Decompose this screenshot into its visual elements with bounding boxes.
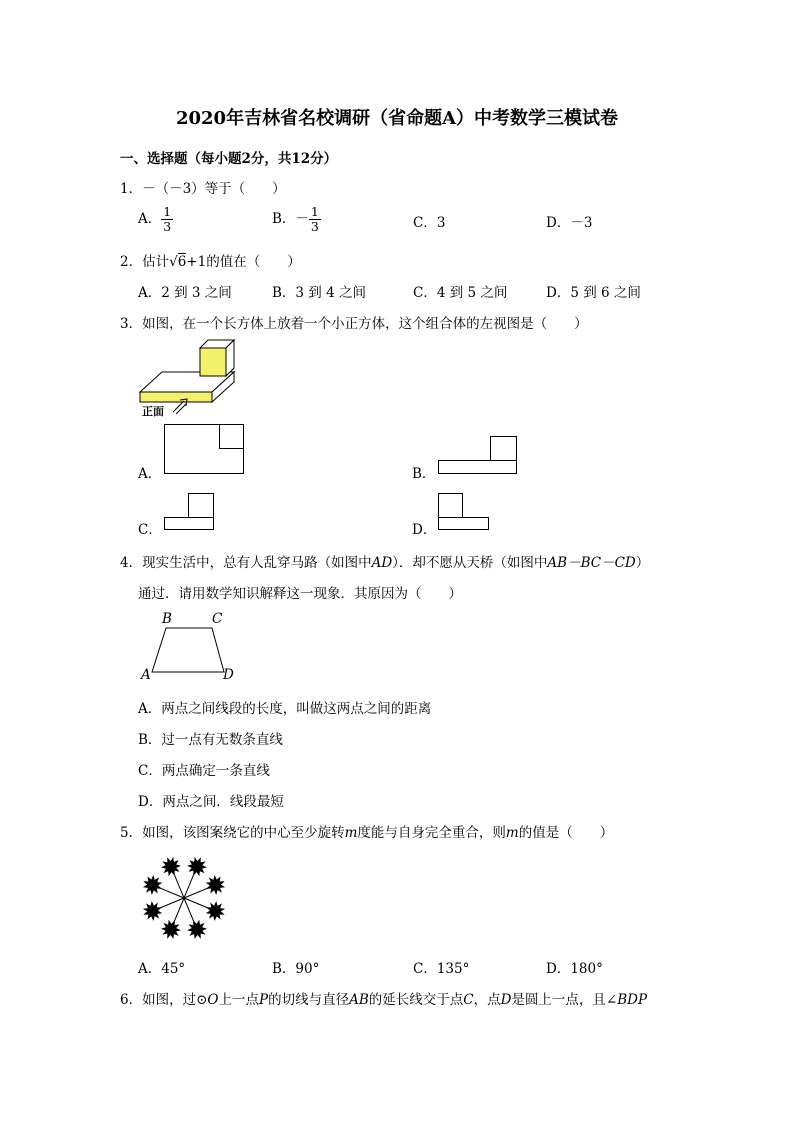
q4-line1-post: ） xyxy=(635,555,650,571)
q6-pre: 6．如图，过⊙ xyxy=(120,992,208,1008)
q1-a-den: 3 xyxy=(163,219,172,234)
burst-star-icon xyxy=(161,857,181,876)
q1-a-fraction xyxy=(161,205,173,234)
q4-option-a[interactable]: A．两点之间线段的长度，叫做这两点之间的距离 xyxy=(138,701,432,717)
q2-option-a[interactable]: A．2 到 3 之间 xyxy=(138,285,232,301)
q5-m1: m xyxy=(344,825,358,841)
burst-star-icon xyxy=(187,857,207,876)
q1-b-label: B．－ xyxy=(272,211,309,227)
burst-star-icon xyxy=(206,875,225,895)
q1-b-num: 1 xyxy=(310,204,319,219)
section-heading: 一、选择题（每小题2分，共12分） xyxy=(120,151,338,167)
q2-stem-pre: 2．估计 xyxy=(120,254,170,270)
q3-view-c xyxy=(164,493,218,533)
q1-stem: 1．－（－3）等于（ ） xyxy=(120,181,286,197)
q1-option-b[interactable] xyxy=(272,205,321,234)
q6-d: D xyxy=(500,992,512,1008)
q6-t2: 的切线与直径 xyxy=(268,992,350,1008)
label-a: A xyxy=(141,667,151,683)
label-d: D xyxy=(223,667,234,683)
q3-view-a xyxy=(164,424,246,476)
q6-t3: 的延长线交于点 xyxy=(368,992,464,1008)
q5-stem xyxy=(120,821,613,841)
q2-stem-post: +1的值在（ ） xyxy=(186,254,301,270)
q1-a-label: A． xyxy=(138,211,162,227)
q6-o: O xyxy=(207,992,219,1008)
burst-star-icon xyxy=(143,875,162,895)
q3-view-b xyxy=(438,436,520,476)
q2-option-d[interactable]: D．5 到 6 之间 xyxy=(546,285,641,301)
q4-option-b[interactable]: B．过一点有无数条直线 xyxy=(138,732,283,748)
q2-option-b[interactable]: B．3 到 4 之间 xyxy=(272,285,366,301)
q5-m2: m xyxy=(505,825,519,841)
q5-stem-mid: 度能与自身完全重合，则 xyxy=(357,825,506,841)
q1-b-den: 3 xyxy=(310,219,319,234)
label-c: C xyxy=(212,611,223,627)
q4-line1-pre: 4．现实生活中，总有人乱穿马路（如图中 xyxy=(120,555,372,571)
sqrt-icon: √ xyxy=(169,254,178,270)
q3-option-c[interactable]: C． xyxy=(138,522,162,538)
q5-option-b[interactable]: B．90° xyxy=(272,961,320,977)
q3-view-d xyxy=(438,493,492,533)
q2-stem xyxy=(120,250,301,270)
page-title: 2020年吉林省名校调研（省命题A）中考数学三模试卷 xyxy=(175,108,619,129)
q4-line1-mid: ）．却不愿从天桥（如图中 xyxy=(392,555,548,571)
q5-option-a[interactable]: A．45° xyxy=(138,961,186,977)
label-b: B xyxy=(162,611,172,627)
q6-p: P xyxy=(258,992,269,1008)
q1-option-c[interactable]: C．3 xyxy=(413,215,446,231)
q1-option-a[interactable] xyxy=(138,205,173,234)
burst-star-icon xyxy=(187,920,207,939)
q3-stem: 3．如图，在一个长方体上放着一个小正方体，这个组合体的左视图是（ ） xyxy=(120,316,588,332)
q6-bdp: BDP xyxy=(617,992,648,1008)
q3-option-d[interactable]: D． xyxy=(412,522,437,538)
q3-option-a[interactable]: A． xyxy=(138,466,162,482)
q3-option-b[interactable]: B． xyxy=(412,466,436,482)
q4-line1 xyxy=(120,551,649,571)
q6-t5: 是圆上一点，且∠ xyxy=(511,992,618,1008)
q6-ab: AB xyxy=(349,992,369,1008)
burst-star-icon xyxy=(206,901,225,921)
q4-ad: AD xyxy=(371,555,393,571)
front-label: 正面 xyxy=(142,405,164,418)
q6-t1: 上一点 xyxy=(218,992,259,1008)
q1-option-d[interactable]: D．－3 xyxy=(546,215,593,231)
burst-star-icon xyxy=(143,901,162,921)
q1-a-num: 1 xyxy=(163,204,172,219)
q6-t4: ，点 xyxy=(473,992,501,1008)
q5-option-c[interactable]: C．135° xyxy=(413,961,470,977)
arrow-up-right-icon xyxy=(170,398,190,416)
q4-option-c[interactable]: C．两点确定一条直线 xyxy=(138,763,270,779)
burst-star-icon xyxy=(161,920,181,939)
q2-radicand: 6 xyxy=(177,254,187,270)
q4-option-d[interactable]: D．两点之间．线段最短 xyxy=(138,794,284,810)
q5-option-d[interactable]: D．180° xyxy=(546,961,603,977)
q4-path: AB－BC－CD xyxy=(547,555,636,571)
q4-line2: 通过．请用数学知识解释这一现象．其原因为（ ） xyxy=(138,586,462,602)
q5-stem-post: 的值是（ ） xyxy=(518,825,614,841)
rotation-pattern-figure xyxy=(138,852,230,944)
cuboid-figure xyxy=(138,336,248,406)
q6-c: C xyxy=(463,992,474,1008)
q6-stem xyxy=(120,988,647,1008)
q1-b-fraction xyxy=(309,205,321,234)
q5-stem-pre: 5．如图，该图案绕它的中心至少旋转 xyxy=(120,825,345,841)
q2-option-c[interactable]: C．4 到 5 之间 xyxy=(413,285,508,301)
cube-front-face xyxy=(200,348,226,376)
